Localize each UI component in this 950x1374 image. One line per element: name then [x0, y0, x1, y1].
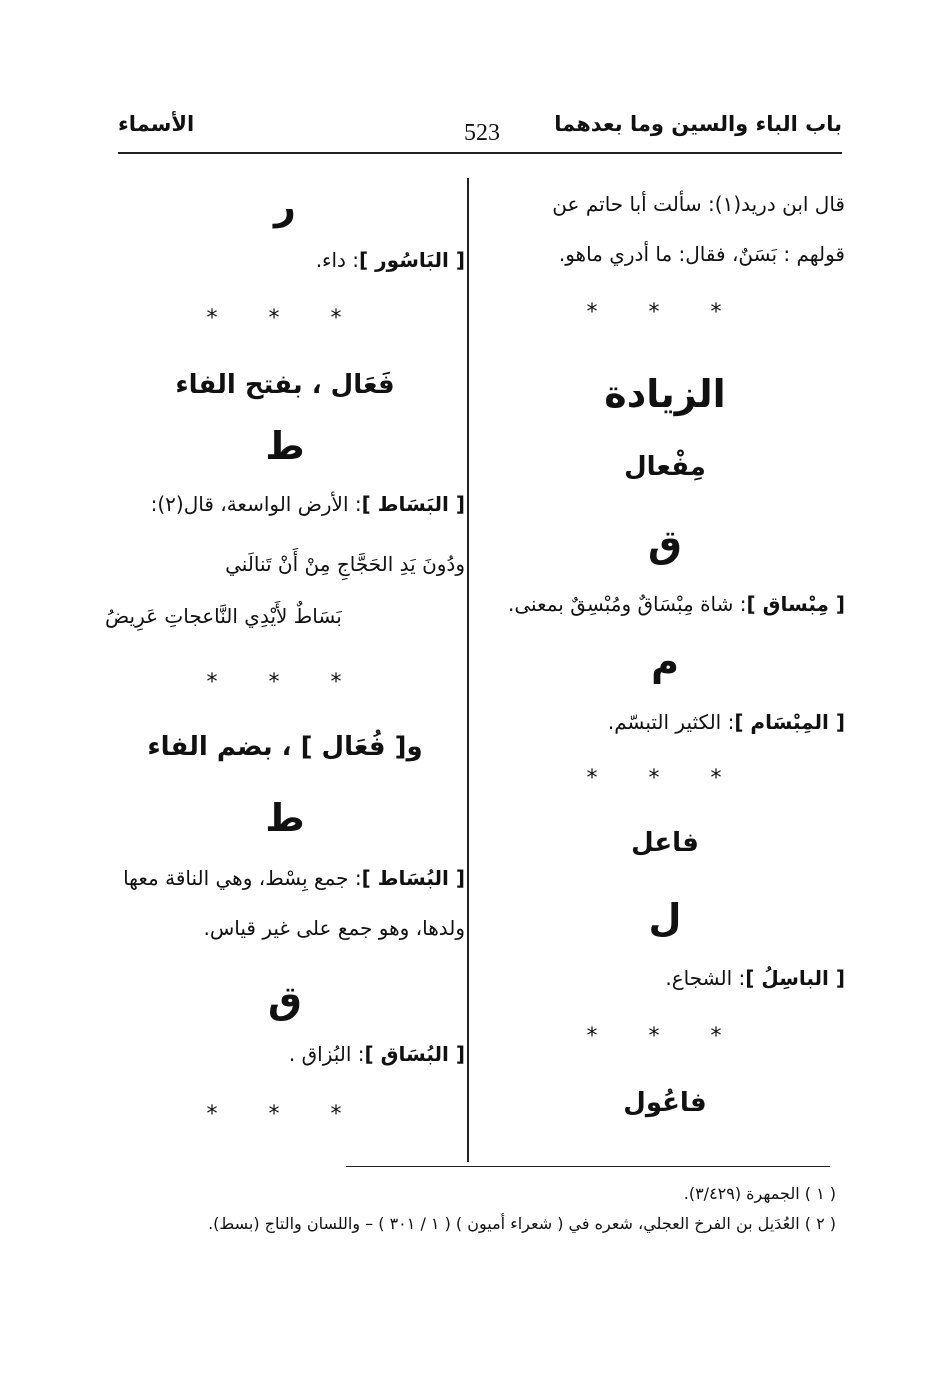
letter-heading-ta: ط: [265, 424, 305, 468]
footnote-1: ( ١ ) الجمهرة (٣/٤٢٩).: [683, 1184, 836, 1203]
column-divider: [467, 178, 469, 1162]
separator-stars: * * *: [586, 766, 744, 791]
entry-term: [ البَاسُور ]: [359, 248, 465, 272]
intro-line-1: قال ابن دريد(١): سألت أبا حاتم عن: [552, 192, 845, 216]
subheading-faul: فاعُول: [623, 1088, 707, 1118]
subheading-mifal: مِفْعال: [624, 452, 706, 482]
entry-term: [ البُسَاق ]: [364, 1042, 465, 1066]
letter-heading-qaf: ق: [268, 978, 302, 1022]
entry-term: [ الباسِلُ ]: [745, 966, 845, 990]
heading-fual: و[ فُعَال ] ، بضم الفاء: [147, 732, 423, 762]
letter-heading-lam: ل: [648, 896, 682, 940]
separator-stars: * * *: [206, 670, 364, 695]
separator-stars: * * *: [206, 1102, 364, 1127]
letter-heading-qaf: ق: [648, 522, 682, 566]
letter-heading-mim: م: [651, 640, 679, 684]
subheading-fail: فاعل: [631, 828, 699, 858]
separator-stars: * * *: [586, 1024, 744, 1049]
entry-term: [ البُسَاط ]: [361, 866, 465, 890]
heading-faal: فَعَال ، بفتح الفاء: [175, 370, 395, 400]
entry-basur: [105, 248, 465, 272]
entry-basat: [105, 492, 465, 516]
entry-definition: : شاة مِبْسَاقٌ ومُبْسِقٌ بمعنى.: [508, 592, 747, 616]
separator-stars: * * *: [586, 300, 744, 325]
entry-busat: [105, 866, 465, 890]
header-rule: [118, 152, 842, 154]
entry-busat-continued: ولدها، وهو جمع على غير قياس.: [203, 916, 465, 940]
letter-heading-ta: ط: [265, 796, 305, 840]
chapter-title: باب الباء والسين وما بعدهما: [554, 112, 842, 136]
entry-definition: : جمع بِسْط، وهي الناقة معها: [123, 866, 362, 890]
entry-definition: : داء.: [315, 248, 360, 272]
section-title: الأسماء: [118, 112, 195, 136]
entry-busaq: [105, 1042, 465, 1066]
entry-term: [ المِبْسَام ]: [734, 710, 845, 734]
footnote-rule: [346, 1166, 830, 1167]
intro-line-2: قولهم : بَسَنٌ، فقال: ما أدري ماهو.: [558, 242, 845, 266]
page-number: 523: [464, 120, 500, 146]
entry-term: [ مِبْساق ]: [746, 592, 845, 616]
entry-mibsam: [485, 710, 845, 734]
entry-definition: : الأرض الواسعة، قال(٢):: [150, 492, 362, 516]
entry-definition: : الشجاع.: [665, 966, 746, 990]
entry-definition: : الكثير التبسّم.: [607, 710, 735, 734]
verse-line-2: بَسَاطٌ لأَيْدِي النَّاعجاتِ عَرِيضُ: [105, 604, 342, 628]
entry-basil: [485, 966, 845, 990]
entry-definition: : البُزاق .: [288, 1042, 365, 1066]
entry-mibsaq: [485, 592, 845, 616]
footnote-2: ( ٢ ) العُدَيل بن الفرخ العجلي، شعره في ( شعراء أميون ) ( ١ / ٣٠١ ) – واللسان والتاج (بسط).: [208, 1214, 836, 1233]
letter-heading-ra: ر: [274, 184, 296, 228]
heading-ziyada: الزيادة: [604, 372, 726, 416]
verse-line-1: ودُونَ يَدِ الحَجَّاجِ مِنْ أَنْ تَنالَني: [225, 552, 465, 576]
separator-stars: * * *: [206, 306, 364, 331]
entry-term: [ البَسَاط ]: [361, 492, 465, 516]
